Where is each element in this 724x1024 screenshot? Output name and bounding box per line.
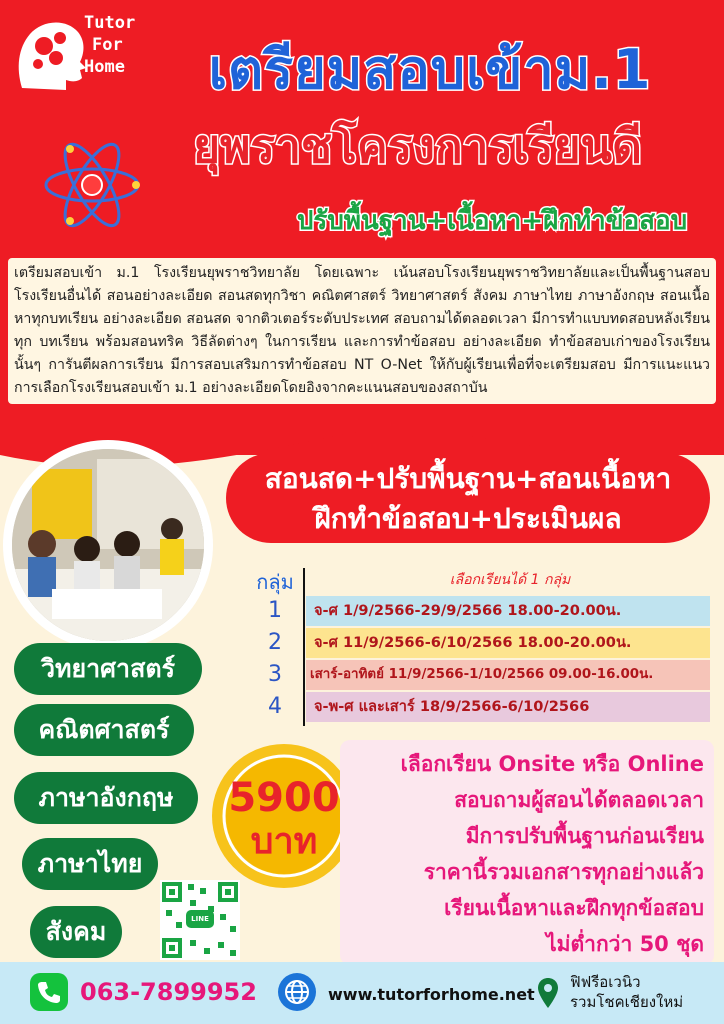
main-title: เตรียมสอบเข้าม.1 [208,38,652,101]
logo-line-3: Home [84,57,125,77]
subtitle: ปรับพื้นฐาน+เนื้อหา+ฝึกทำข้อสอบ [296,206,688,236]
classroom-photo [12,449,204,641]
logo-line-2: For [92,35,123,55]
highlight-line-1: สอนสด+ปรับพื้นฐาน+สอนเนื้อหา [264,462,672,495]
schedule-group-number: 3 [268,662,282,687]
feature-item: สอบถามผู้สอนได้ตลอดเวลา [454,788,704,812]
subject-thai[interactable]: ภาษาไทย [22,838,158,890]
tutor-for-home-logo-icon [8,8,158,94]
schedule-group-header: กลุ่ม [256,570,294,594]
globe-icon[interactable] [278,973,316,1011]
schedule-group-number: 4 [268,694,282,719]
atom-icon [40,135,145,235]
logo-text [84,12,135,78]
address-line-2: รวมโชคเชียงใหม่ [570,993,684,1011]
schedule-row[interactable] [250,596,710,626]
price-amount: 5900 [228,775,340,821]
school-title: ยุพราชโครงการเรียนดี [193,119,642,173]
feature-item: เลือกเรียน Onsite หรือ Online [400,752,704,776]
highlight-banner [226,453,710,543]
address[interactable] [570,972,683,1012]
schedule-note: เลือกเรียนได้ 1 กลุ่ม [449,572,571,588]
feature-item: ไม่ต่ำกว่า 50 ชุด [546,932,704,956]
feature-item: ราคานี้รวมเอกสารทุกอย่างแล้ว [423,860,704,884]
address-line-1: ฟิฟรีอเวนิว [570,973,641,991]
price-unit: บาท [250,821,318,862]
schedule-group-time: เสาร์-อาทิตย์ 11/9/2566-1/10/2566 09.00-16.00น. [306,660,710,690]
features-box [340,740,714,965]
feature-item: มีการปรับพื้นฐานก่อนเรียน [465,824,704,848]
schedule-group-time: จ-ศ 1/9/2566-29/9/2566 18.00-20.00น. [306,596,710,626]
course-description: เตรียมสอบเข้า ม.1 โรงเรียนยุพราชวิทยาลัย โดยเฉพาะ เน้นสอบโรงเรียนยุพราชวิทยาลัยและเป็นพื้นฐานสอบโรงเรียนอื่นได้ สอนอย่างละเอียด สอนสดทุกวิชา คณิตศาสตร์ วิทยาศาสตร์ สังคม ภาษาไทย ภาษาอังกฤษ สอนเนื้อ หาทุกบทเรียน อย่างละเอียด สอนสด จากติวเตอร์ระดับประเทศ สอบถามได้ตลอดเวลา มีการทำแบบทดสอบหลังเรียนทุก บทเรียน พร้อมสอนทริค วิธีลัดต่างๆ ในการเรียน และการทำข้อสอบ อย่างละเอียด ทำข้อสอบเก่าของโรงเรียนนั้นๆ การันตีผลการเรียน มีการสอบเสริมการทำข้อสอบ NT O-Net ให้กับผู้เรียนเพื่อที่จะเตรียมสอบ มีการแนะแนวการเลือกโรงเรียนสอบเข้า ม.1 อย่างละเอียดโดยอิงจากคะแนนสอบของสถาบัน [8,258,716,404]
subject-english[interactable]: ภาษาอังกฤษ [14,772,198,824]
schedule-group-number: 2 [268,630,282,655]
logo-line-1: Tutor [84,13,136,33]
subject-science[interactable]: วิทยาศาสตร์ [14,643,202,695]
schedule-group-time: จ-พ-ศ และเสาร์ 18/9/2566-6/10/2566 [306,692,710,722]
phone-icon[interactable] [30,973,68,1011]
schedule-row[interactable] [250,692,710,722]
website-link[interactable]: www.tutorforhome.net [328,985,535,1004]
feature-item: เรียนเนื้อหาและฝึกทุกข้อสอบ [444,896,704,920]
phone-number[interactable]: 063-7899952 [80,978,257,1006]
schedule-group-number: 1 [268,598,282,623]
qr-line-label: LINE [191,915,209,923]
map-pin-icon[interactable] [537,978,559,1008]
schedule-row[interactable] [250,660,710,690]
highlight-line-2: ฝึกทำข้อสอบ+ประเมินผล [314,502,622,535]
subject-math[interactable]: คณิตศาสตร์ [14,704,194,756]
subject-social[interactable]: สังคม [30,906,122,958]
line-qr-code[interactable] [160,880,240,960]
schedule-row[interactable] [250,628,710,658]
schedule-group-time: จ-ศ 11/9/2566-6/10/2566 18.00-20.00น. [306,628,710,658]
